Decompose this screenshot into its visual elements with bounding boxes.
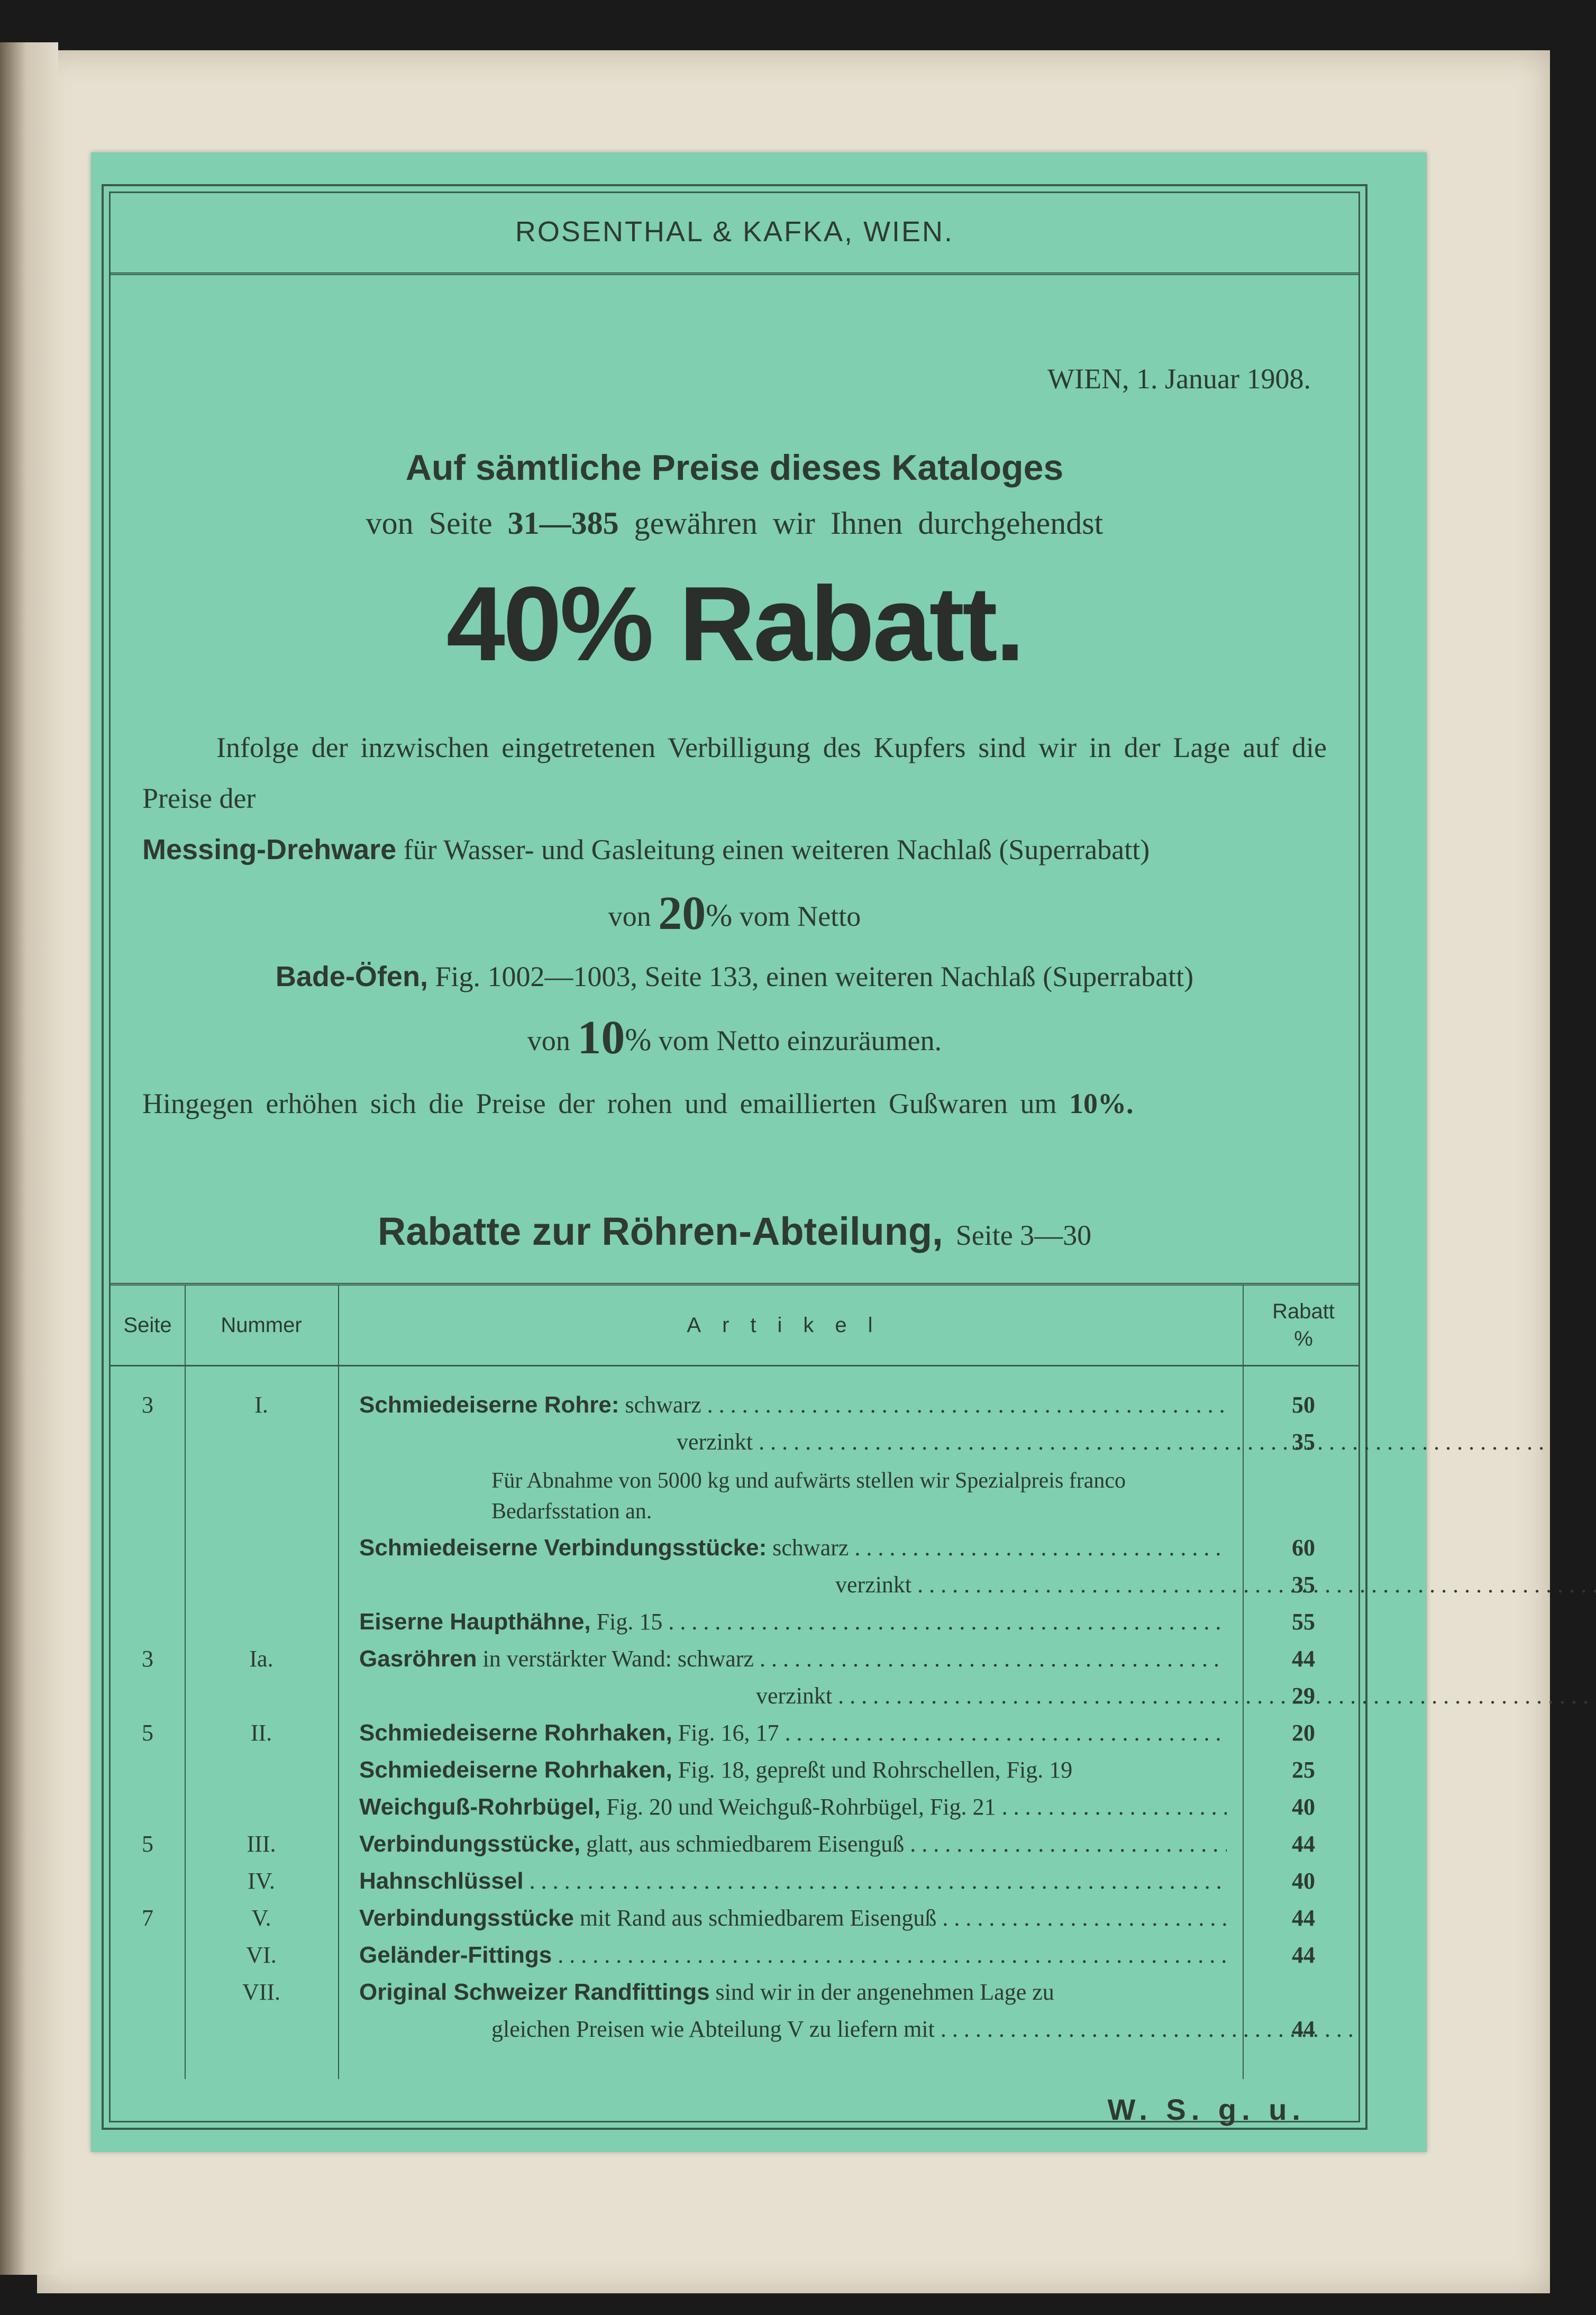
cell-seite: 3 xyxy=(142,1392,153,1418)
cell-nummer: VI. xyxy=(246,1942,277,1968)
company-name: ROSENTHAL & KAFKA, WIEN. xyxy=(515,216,954,248)
section-title xyxy=(111,1209,1358,1254)
table-row xyxy=(111,1936,1358,1973)
artikel-desc: Fig. 20 und Weichguß-Rohrbügel, Fig. 21 xyxy=(606,1794,996,1820)
artikel-desc: schwarz xyxy=(625,1392,701,1418)
artikel-text xyxy=(359,1720,1227,1746)
artikel-desc: sind wir in der angenehmen Lage zu xyxy=(715,1979,1054,2005)
cell-rabatt: 50 xyxy=(1292,1392,1315,1418)
artikel-bold: Schmiedeiserne Verbindungsstücke: xyxy=(359,1535,767,1561)
artikel-text xyxy=(491,2016,1359,2042)
artikel-desc: mit Rand aus schmiedbarem Eisenguß xyxy=(579,1905,937,1931)
intro-paragraph xyxy=(142,722,1327,824)
cell-rabatt: 44 xyxy=(1292,1942,1315,1968)
cell-nummer: III. xyxy=(247,1831,276,1857)
table-row xyxy=(111,1529,1358,1566)
header-rabatt-label: Rabatt xyxy=(1272,1300,1335,1323)
cell-artikel xyxy=(359,1867,1227,1894)
artikel-text xyxy=(359,1942,1227,1968)
book-spine xyxy=(0,42,58,2275)
table-row xyxy=(111,1862,1358,1899)
table-row xyxy=(111,1788,1358,1825)
cell-artikel xyxy=(359,1571,1596,1598)
cell-rabatt: 40 xyxy=(1292,1794,1315,1820)
artikel-bold: Schmiedeiserne Rohrhaken, xyxy=(359,1757,672,1783)
artikel-desc: Fig. 16, 17 xyxy=(678,1720,779,1746)
cell-nummer: IV. xyxy=(248,1868,275,1894)
cell-artikel xyxy=(359,1904,1227,1931)
messing-bold: Messing-Drehware xyxy=(142,834,397,865)
artikel-text xyxy=(835,1572,1596,1598)
artikel-bold: Eiserne Haupthähne, xyxy=(359,1609,591,1635)
cell-rabatt: 44 xyxy=(1292,1905,1315,1931)
cell-artikel xyxy=(359,1465,1227,1527)
cell-artikel xyxy=(359,1608,1227,1635)
messing-text: für Wasser- und Gasleitung einen weiteren Nachlaß (Superrabatt) xyxy=(403,834,1150,865)
artikel-bold: Hahnschlüssel xyxy=(359,1868,524,1894)
table-row xyxy=(111,1423,1358,1460)
bade-line xyxy=(111,960,1358,993)
inner-border xyxy=(109,192,1360,2126)
cell-rabatt: 44 xyxy=(1292,1646,1315,1672)
messing-pre: von xyxy=(608,900,651,932)
artikel-text xyxy=(359,1905,1227,1931)
artikel-bold: Schmiedeiserne Rohre: xyxy=(359,1392,619,1418)
dateline: WIEN, 1. Januar 1908. xyxy=(1047,363,1311,395)
cell-artikel xyxy=(359,1719,1227,1746)
subline-pages: 31—385 xyxy=(507,506,619,541)
hingegen-value: 10%. xyxy=(1069,1088,1134,1119)
artikel-text xyxy=(677,1429,1544,1455)
bade-pre: von xyxy=(527,1025,570,1056)
artikel-text xyxy=(491,1469,1126,1524)
subline-post: gewähren wir Ihnen durchgehendst xyxy=(634,506,1103,541)
artikel-text xyxy=(359,1609,1227,1635)
artikel-bold: Verbindungsstücke xyxy=(359,1905,574,1931)
artikel-bold: Verbindungsstücke, xyxy=(359,1831,581,1857)
artikel-bold: Gasröhren xyxy=(359,1646,477,1672)
cell-rabatt: 25 xyxy=(1292,1757,1315,1783)
artikel-desc: in verstärkter Wand: schwarz xyxy=(482,1646,754,1672)
signature: W. S. g. u. xyxy=(1107,2093,1306,2126)
header-seite: Seite xyxy=(123,1314,172,1337)
cell-artikel xyxy=(359,1428,1544,1455)
outer-border xyxy=(102,184,1367,2130)
big-discount: 40% Rabatt. xyxy=(446,565,1023,683)
messing-post: vom Netto xyxy=(739,900,861,932)
artikel-text xyxy=(359,1757,1072,1783)
artikel-desc: verzinkt xyxy=(677,1429,753,1455)
table-row xyxy=(111,1566,1358,1603)
table-row xyxy=(111,1899,1358,1936)
artikel-text xyxy=(359,1831,1227,1857)
bade-bold: Bade-Öfen, xyxy=(275,961,428,992)
cell-rabatt: 40 xyxy=(1292,1868,1315,1894)
hingegen-text: Hingegen erhöhen sich die Preise der rohen und emaillierten Gußwaren um xyxy=(142,1088,1057,1119)
cell-rabatt: 35 xyxy=(1292,1429,1315,1455)
cell-seite: 7 xyxy=(142,1905,153,1931)
header-nummer: Nummer xyxy=(221,1314,302,1337)
bade-discount-line xyxy=(111,1010,1358,1065)
messing-pct: 20 xyxy=(658,887,706,940)
cell-seite: 5 xyxy=(142,1831,153,1857)
cell-artikel xyxy=(359,1942,1227,1968)
artikel-text xyxy=(359,1535,1227,1561)
cell-nummer: V. xyxy=(251,1905,271,1931)
table-row xyxy=(111,2010,1358,2047)
cell-seite: 5 xyxy=(142,1720,153,1746)
section-title-main: Rabatte zur Röhren-Abteilung, xyxy=(377,1209,943,1253)
artikel-text xyxy=(359,1646,1227,1672)
artikel-text xyxy=(359,1794,1227,1820)
cell-artikel xyxy=(359,1793,1227,1820)
hingegen-line xyxy=(142,1087,1327,1120)
table-row xyxy=(111,1751,1358,1788)
table-row xyxy=(111,1386,1358,1423)
cell-artikel xyxy=(359,2016,1359,2043)
table-header-divider xyxy=(111,1365,1358,1366)
cell-rabatt: 44 xyxy=(1292,2016,1315,2042)
section-title-pages: Seite 3—30 xyxy=(955,1219,1092,1251)
cell-nummer: II. xyxy=(250,1720,272,1746)
header-rabatt-unit: % xyxy=(1294,1327,1313,1351)
cell-artikel xyxy=(359,1391,1227,1418)
table-row xyxy=(111,1460,1358,1524)
cell-nummer: I. xyxy=(254,1392,268,1418)
discount-table xyxy=(111,1283,1358,2079)
messing-discount-line xyxy=(111,886,1358,941)
artikel-bold: Geländer-Fittings xyxy=(359,1942,552,1968)
messing-line xyxy=(142,833,1327,866)
artikel-bold: Original Schweizer Randfittings xyxy=(359,1979,710,2005)
cell-artikel xyxy=(359,1645,1227,1672)
table-row xyxy=(111,1603,1358,1640)
table-row xyxy=(111,1825,1358,1862)
percent-sign: % xyxy=(625,1022,652,1057)
cell-nummer: VII. xyxy=(242,1979,281,2005)
bade-post: vom Netto einzuräumen. xyxy=(658,1025,942,1056)
cell-artikel xyxy=(359,1756,1227,1783)
cell-artikel xyxy=(359,1979,1227,2006)
cell-rabatt: 55 xyxy=(1292,1609,1315,1635)
cell-rabatt: 60 xyxy=(1292,1535,1315,1561)
bade-text: Fig. 1002—1003, Seite 133, einen weiteren Nachlaß (Superrabatt) xyxy=(435,961,1194,992)
artikel-desc: schwarz xyxy=(772,1535,849,1561)
cell-rabatt: 29 xyxy=(1292,1683,1315,1709)
cell-rabatt: 20 xyxy=(1292,1720,1315,1746)
header-band xyxy=(111,193,1358,275)
artikel-bold: Weichguß-Rohrbügel, xyxy=(359,1794,601,1820)
artikel-desc: Für Abnahme von 5000 kg und aufwärts stellen wir Spezialpreis franco Bedarfsstation an. xyxy=(491,1469,1126,1524)
cell-rabatt: 44 xyxy=(1292,1831,1315,1857)
cell-artikel xyxy=(359,1682,1596,1709)
cell-artikel xyxy=(359,1534,1227,1561)
artikel-bold: Schmiedeiserne Rohrhaken, xyxy=(359,1720,672,1746)
artikel-desc: gleichen Preisen wie Abteilung V zu liefern mit xyxy=(491,2016,935,2042)
bade-pct: 10 xyxy=(577,1011,625,1064)
artikel-desc: verzinkt xyxy=(835,1572,912,1598)
table-row xyxy=(111,1973,1358,2010)
artikel-text xyxy=(756,1683,1596,1709)
header-artikel: Artikel xyxy=(687,1314,894,1337)
percent-sign: % xyxy=(706,898,733,933)
artikel-desc: verzinkt xyxy=(756,1683,833,1709)
cell-artikel xyxy=(359,1830,1227,1857)
artikel-desc: glatt, aus schmiedbarem Eisenguß xyxy=(586,1831,905,1857)
artikel-text xyxy=(359,1868,1227,1894)
subline-pre: von Seite xyxy=(366,506,493,541)
cell-seite: 3 xyxy=(142,1646,153,1672)
table-row xyxy=(111,1714,1358,1751)
cell-rabatt: 35 xyxy=(1292,1572,1315,1598)
artikel-text xyxy=(359,1979,1054,2005)
artikel-text xyxy=(359,1392,1227,1418)
artikel-desc: Fig. 18, gepreßt und Rohrschellen, Fig. 19 xyxy=(678,1757,1073,1783)
intro-text: Infolge der inzwischen eingetretenen Verbilligung des Kupfers sind wir in der Lage auf die Preise der xyxy=(142,732,1327,814)
headline: Auf sämtliche Preise dieses Kataloges xyxy=(405,448,1064,488)
header-rabatt xyxy=(1243,1286,1364,1365)
discount-notice-sheet xyxy=(91,152,1427,2152)
table-row xyxy=(111,1677,1358,1714)
cell-nummer: Ia. xyxy=(249,1646,273,1672)
subline xyxy=(111,505,1358,542)
table-row xyxy=(111,1640,1358,1677)
artikel-desc: Fig. 15 xyxy=(596,1609,663,1635)
